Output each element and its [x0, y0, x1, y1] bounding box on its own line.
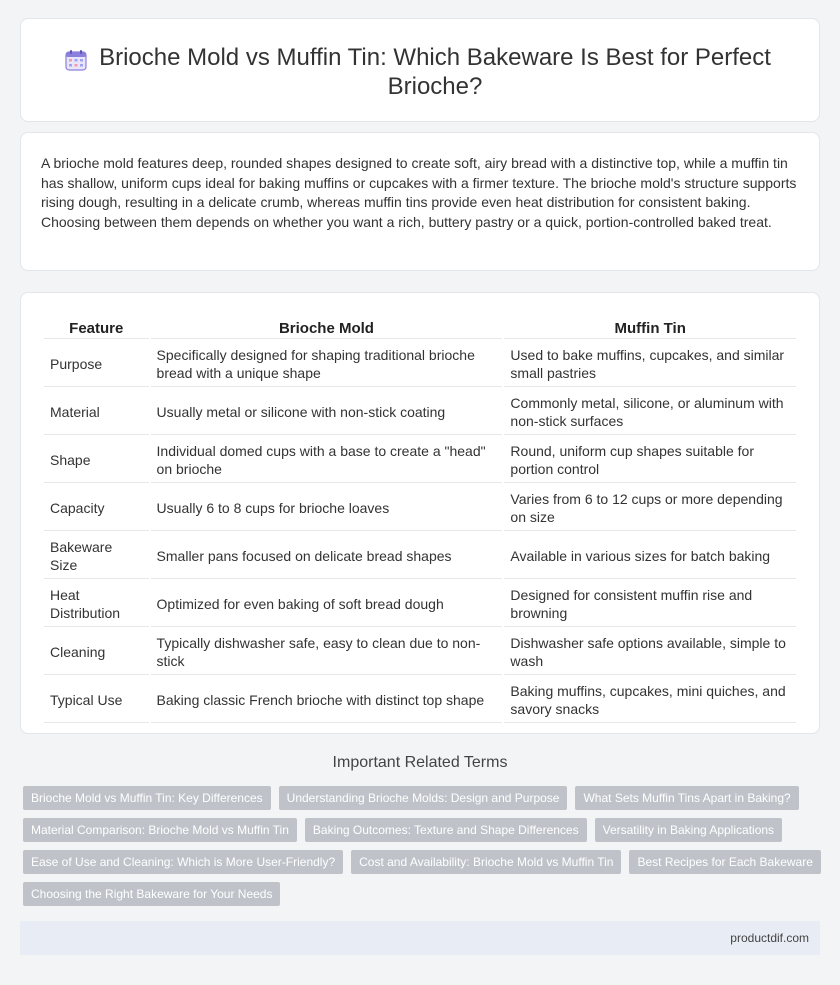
header-feature: Feature [44, 317, 149, 339]
muffin-cell: Designed for consistent muffin rise and browning [504, 581, 796, 627]
brioche-cell: Baking classic French brioche with distinct top shape [151, 677, 503, 723]
page-title: Brioche Mold vs Muffin Tin: Which Bakeware Is Best for Perfect Brioche? [99, 44, 771, 100]
header-card [20, 18, 820, 122]
comparison-table-card [20, 292, 820, 734]
table-row [44, 629, 796, 675]
related-term-tag[interactable]: Material Comparison: Brioche Mold vs Muffin Tin [23, 818, 297, 842]
table-row [44, 677, 796, 723]
related-term-tag[interactable]: Best Recipes for Each Bakeware [629, 850, 820, 874]
related-term-tag[interactable]: Versatility in Baking Applications [595, 818, 782, 842]
table-row [44, 533, 796, 579]
brioche-cell: Individual domed cups with a base to create a "head" on brioche [151, 437, 503, 483]
muffin-cell: Used to bake muffins, cupcakes, and similar small pastries [504, 341, 796, 387]
related-term-tag[interactable]: Brioche Mold vs Muffin Tin: Key Differences [23, 786, 271, 810]
intro-paragraph: A brioche mold features deep, rounded shapes designed to create soft, airy bread with a distinctive top, while a muffin tin has shallow, uniform cups ideal for baking muffins or cupcakes with a firmer texture. The brioche mold's structure supports rising dough, resulting in a delicate crumb, whereas muffin tins provide even heat distribution for consistent baking. Choosing between them depends on whether you want a rich, buttery pastry or a quick, portion-controlled baked treat. [41, 155, 797, 230]
feature-cell: Heat Distribution [44, 581, 149, 627]
table-row [44, 581, 796, 627]
footer-site-link[interactable]: productdif.com [730, 931, 809, 945]
table-row [44, 341, 796, 387]
brioche-cell: Optimized for even baking of soft bread dough [151, 581, 503, 627]
feature-cell: Material [44, 389, 149, 435]
related-term-tag[interactable]: What Sets Muffin Tins Apart in Baking? [575, 786, 798, 810]
table-row [44, 485, 796, 531]
footer [20, 921, 820, 955]
brioche-cell: Usually 6 to 8 cups for brioche loaves [151, 485, 503, 531]
related-terms-heading: Important Related Terms [332, 754, 508, 771]
feature-cell: Typical Use [44, 677, 149, 723]
brioche-cell: Usually metal or silicone with non-stick coating [151, 389, 503, 435]
related-term-tag[interactable]: Baking Outcomes: Texture and Shape Differences [305, 818, 587, 842]
brioche-cell: Typically dishwasher safe, easy to clean due to non-stick [151, 629, 503, 675]
related-term-tag[interactable]: Understanding Brioche Molds: Design and Purpose [279, 786, 568, 810]
feature-cell: Capacity [44, 485, 149, 531]
table-row [44, 437, 796, 483]
feature-cell: Cleaning [44, 629, 149, 675]
feature-cell: Purpose [44, 341, 149, 387]
comparison-table [42, 315, 798, 725]
header-brioche-mold: Brioche Mold [151, 317, 503, 339]
muffin-cell: Baking muffins, cupcakes, mini quiches, and savory snacks [504, 677, 796, 723]
muffin-cell: Commonly metal, silicone, or aluminum with non-stick surfaces [504, 389, 796, 435]
related-term-tag[interactable]: Cost and Availability: Brioche Mold vs Muffin Tin [351, 850, 621, 874]
brioche-cell: Specifically designed for shaping traditional brioche bread with a unique shape [151, 341, 503, 387]
feature-cell: Shape [44, 437, 149, 483]
related-term-tag[interactable]: Ease of Use and Cleaning: Which is More User-Friendly? [23, 850, 343, 874]
intro-card [20, 132, 820, 271]
muffin-cell: Dishwasher safe options available, simple to wash [504, 629, 796, 675]
muffin-cell: Round, uniform cup shapes suitable for portion control [504, 437, 796, 483]
header-muffin-tin: Muffin Tin [504, 317, 796, 339]
table-header-row [44, 317, 796, 339]
muffin-cell: Varies from 6 to 12 cups or more depending on size [504, 485, 796, 531]
feature-cell: Bakeware Size [44, 533, 149, 579]
brioche-cell: Smaller pans focused on delicate bread shapes [151, 533, 503, 579]
muffin-cell: Available in various sizes for batch baking [504, 533, 796, 579]
related-terms-list [23, 786, 823, 906]
related-term-tag[interactable]: Choosing the Right Bakeware for Your Needs [23, 882, 280, 906]
table-row [44, 389, 796, 435]
